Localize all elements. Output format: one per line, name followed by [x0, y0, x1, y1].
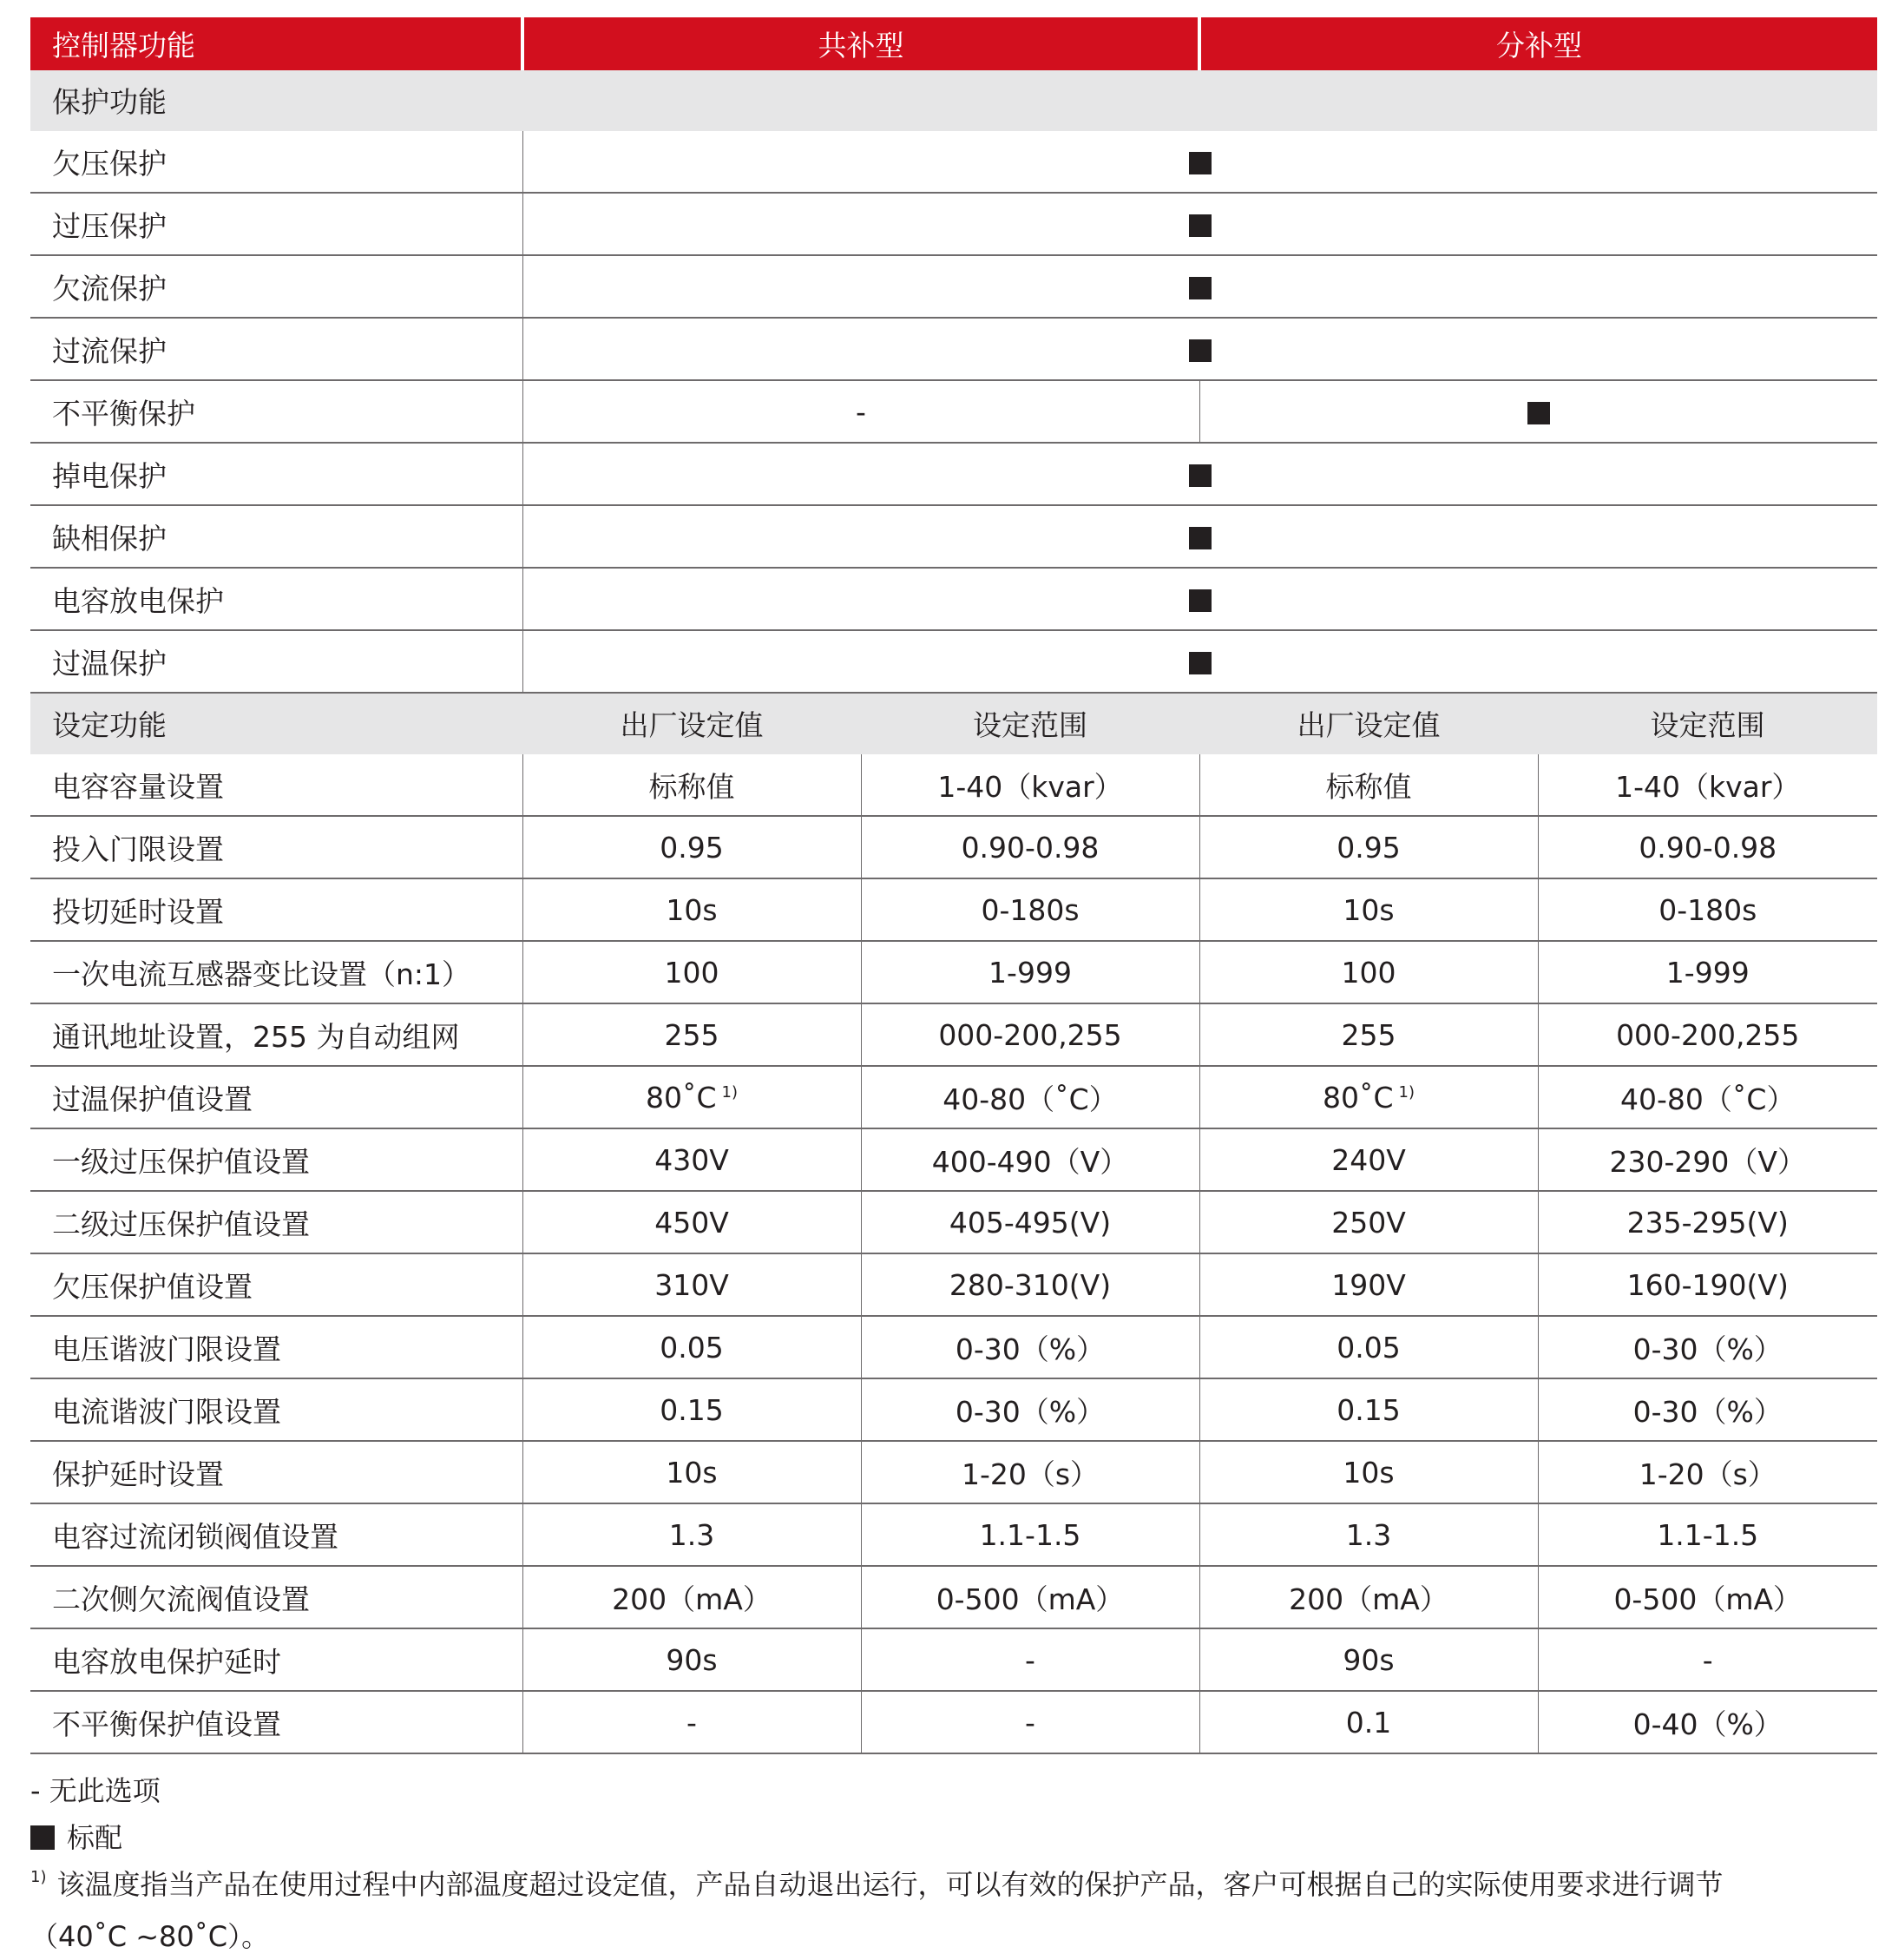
header-function: 控制器功能: [30, 17, 522, 70]
setting-name: 电压谐波门限设置: [30, 1316, 522, 1378]
footnote-mark: 1): [30, 1868, 47, 1886]
standard-square-icon: [1527, 402, 1550, 424]
protection-row: [30, 630, 1877, 693]
setting-s-default: [1199, 1253, 1538, 1316]
protection-row: [30, 193, 1877, 255]
setting-value: 1-20（s）: [961, 1457, 1100, 1491]
setting-s-default: [1199, 754, 1538, 817]
setting-c-default: [522, 1253, 861, 1316]
setting-name: 电流谐波门限设置: [30, 1378, 522, 1441]
setting-s-range: [1538, 1628, 1877, 1691]
protection-value-merged: [522, 318, 1877, 380]
setting-value: -: [1025, 1642, 1035, 1677]
settings-row: [30, 878, 1877, 941]
setting-c-default: [522, 1566, 861, 1628]
protection-row: [30, 443, 1877, 505]
setting-value: 10s: [1343, 1455, 1395, 1490]
setting-value: 200（mA）: [1289, 1582, 1448, 1616]
footnote-line-2: （40˚C ~80˚C）。: [30, 1920, 270, 1953]
protection-value-merged: [522, 505, 1877, 568]
protection-value-merged: [522, 568, 1877, 630]
setting-value: 0-30（%）: [955, 1332, 1106, 1366]
footnote-ref: 1): [1398, 1082, 1415, 1102]
settings-sub-header: 设定范围: [861, 693, 1199, 754]
setting-c-default: [522, 1316, 861, 1378]
setting-value: 10s: [666, 892, 718, 927]
setting-c-range: [861, 1378, 1199, 1441]
setting-s-range: [1538, 816, 1877, 878]
setting-value: 0-30（%）: [1632, 1332, 1783, 1366]
settings-row: [30, 1003, 1877, 1066]
setting-value: 310V: [654, 1267, 729, 1302]
protection-name: 掉电保护: [30, 443, 522, 505]
setting-name: 不平衡保护值设置: [30, 1691, 522, 1753]
setting-name: 保护延时设置: [30, 1441, 522, 1503]
settings-row: [30, 1566, 1877, 1628]
setting-c-default: [522, 754, 861, 817]
header-common-type: 共补型: [522, 17, 1199, 70]
setting-value: 190V: [1331, 1267, 1406, 1302]
setting-name: 电容过流闭锁阀值设置: [30, 1503, 522, 1566]
protection-name: 欠压保护: [30, 131, 522, 194]
setting-c-range: [861, 1003, 1199, 1066]
setting-value: 1.3: [668, 1517, 715, 1552]
setting-value: 0-180s: [981, 892, 1080, 927]
protection-value-merged: [522, 193, 1877, 255]
setting-name: 二次侧欠流阀值设置: [30, 1566, 522, 1628]
settings-row: [30, 1253, 1877, 1316]
setting-value: 0.05: [1337, 1330, 1401, 1365]
settings-row: [30, 1378, 1877, 1441]
protection-section-title: 保护功能: [30, 70, 522, 131]
setting-s-range: [1538, 1003, 1877, 1066]
setting-name: 通讯地址设置，255 为自动组网: [30, 1003, 522, 1066]
setting-value: 450V: [654, 1205, 729, 1240]
setting-value: 1.1-1.5: [1657, 1517, 1759, 1552]
header-split-type: 分补型: [1199, 17, 1877, 70]
setting-value: 10s: [666, 1455, 718, 1490]
setting-c-range: [861, 1066, 1199, 1128]
setting-value: 000-200,255: [1616, 1017, 1800, 1052]
setting-value: 0.95: [660, 830, 724, 865]
setting-value: 1-999: [988, 955, 1072, 990]
setting-s-default: [1199, 1066, 1538, 1128]
protection-name: 过温保护: [30, 630, 522, 693]
setting-value: 80˚C: [645, 1080, 717, 1115]
setting-c-default: [522, 1066, 861, 1128]
setting-c-default: [522, 1628, 861, 1691]
setting-c-range: [861, 878, 1199, 941]
standard-square-icon: [1189, 589, 1212, 612]
setting-value: 40-80（˚C）: [1620, 1082, 1796, 1116]
footnote-text: 该温度指当产品在使用过程中内部温度超过设定值，产品自动退出运行，可以有效的保护产品，客户可根据自己的实际使用要求进行调节: [56, 1868, 1724, 1901]
protection-row: [30, 318, 1877, 380]
setting-value: 0.1: [1345, 1705, 1392, 1740]
setting-s-range: [1538, 1066, 1877, 1128]
setting-s-default: [1199, 1191, 1538, 1253]
setting-s-default: [1199, 1691, 1538, 1753]
settings-sub-header: 出厂设定值: [1199, 693, 1538, 754]
protection-name: 过流保护: [30, 318, 522, 380]
setting-name: 欠压保护值设置: [30, 1253, 522, 1316]
setting-s-range: [1538, 1691, 1877, 1753]
setting-name: 投入门限设置: [30, 816, 522, 878]
setting-s-range: [1538, 754, 1877, 817]
setting-value: 80˚C: [1322, 1080, 1394, 1115]
table-header: [30, 17, 1877, 70]
setting-s-default: [1199, 1128, 1538, 1191]
setting-c-range: [861, 1628, 1199, 1691]
setting-name: 过温保护值设置: [30, 1066, 522, 1128]
standard-square-icon: [1189, 214, 1212, 237]
setting-value: 400-490（V）: [931, 1144, 1129, 1179]
setting-value: 0-500（mA）: [936, 1582, 1125, 1616]
protection-value-common: -: [522, 380, 1199, 443]
setting-value: 200（mA）: [612, 1582, 772, 1616]
notes: [30, 1767, 1724, 1960]
setting-value: 0-40（%）: [1632, 1707, 1783, 1741]
setting-value: 10s: [1343, 892, 1395, 927]
setting-c-default: [522, 878, 861, 941]
setting-c-range: [861, 1566, 1199, 1628]
protection-name: 欠流保护: [30, 255, 522, 318]
setting-value: 1.3: [1345, 1517, 1392, 1552]
protection-value-merged: [522, 131, 1877, 194]
square-icon: [30, 1825, 55, 1850]
setting-c-default: [522, 941, 861, 1003]
settings-row: [30, 941, 1877, 1003]
setting-c-range: [861, 1128, 1199, 1191]
protection-row: [30, 568, 1877, 630]
setting-value: 0.90-0.98: [961, 830, 1100, 865]
setting-value: 1-20（s）: [1639, 1457, 1777, 1491]
setting-c-default: [522, 816, 861, 878]
setting-s-default: [1199, 1503, 1538, 1566]
setting-s-default: [1199, 1003, 1538, 1066]
setting-value: 1-40（kvar）: [1615, 769, 1801, 804]
setting-value: 90s: [1343, 1642, 1395, 1677]
settings-row: [30, 1628, 1877, 1691]
setting-value: 235-295(V): [1626, 1205, 1789, 1240]
settings-row: [30, 1441, 1877, 1503]
setting-value: 90s: [666, 1642, 718, 1677]
protection-value-merged: [522, 255, 1877, 318]
standard-square-icon: [1189, 652, 1212, 674]
setting-value: 0.90-0.98: [1639, 830, 1777, 865]
setting-value: 100: [1341, 955, 1396, 990]
setting-value: 标称值: [648, 769, 735, 804]
setting-c-default: [522, 1003, 861, 1066]
standard-square-icon: [1189, 277, 1212, 299]
setting-name: 一级过压保护值设置: [30, 1128, 522, 1191]
setting-s-range: [1538, 941, 1877, 1003]
setting-c-range: [861, 1441, 1199, 1503]
setting-name: 电容放电保护延时: [30, 1628, 522, 1691]
setting-value: 0.05: [660, 1330, 724, 1365]
settings-row: [30, 1316, 1877, 1378]
protection-row: [30, 131, 1877, 194]
setting-c-range: [861, 1253, 1199, 1316]
standard-square-icon: [1189, 464, 1212, 487]
setting-s-range: [1538, 1503, 1877, 1566]
protection-section-header: [30, 70, 1877, 131]
settings-section-title: 设定功能: [30, 693, 522, 754]
settings-row: [30, 1691, 1877, 1753]
setting-s-default: [1199, 1628, 1538, 1691]
setting-c-default: [522, 1128, 861, 1191]
protection-value-merged: [522, 443, 1877, 505]
settings-row: [30, 1503, 1877, 1566]
setting-s-default: [1199, 1316, 1538, 1378]
setting-c-default: [522, 1378, 861, 1441]
settings-row: [30, 1191, 1877, 1253]
setting-c-range: [861, 1691, 1199, 1753]
protection-row: [30, 380, 1877, 443]
setting-s-default: [1199, 878, 1538, 941]
standard-square-icon: [1189, 339, 1212, 362]
setting-s-default: [1199, 941, 1538, 1003]
setting-value: 255: [664, 1017, 719, 1052]
setting-value: 0-500（mA）: [1613, 1582, 1803, 1616]
setting-c-default: [522, 1191, 861, 1253]
setting-c-range: [861, 816, 1199, 878]
setting-s-range: [1538, 1253, 1877, 1316]
setting-value: 0.95: [1337, 830, 1401, 865]
setting-value: -: [1702, 1642, 1713, 1677]
setting-value: 0.15: [1337, 1392, 1401, 1427]
setting-c-range: [861, 1191, 1199, 1253]
footnote-line-1: [30, 1861, 1724, 1913]
setting-value: 0-180s: [1658, 892, 1757, 927]
settings-row: [30, 1066, 1877, 1128]
protection-name: 不平衡保护: [30, 380, 522, 443]
settings-row: [30, 754, 1877, 817]
setting-c-default: [522, 1441, 861, 1503]
settings-row: [30, 1128, 1877, 1191]
setting-c-default: [522, 1503, 861, 1566]
setting-value: 0-30（%）: [1632, 1394, 1783, 1429]
setting-s-default: [1199, 816, 1538, 878]
setting-c-range: [861, 941, 1199, 1003]
setting-value: 1.1-1.5: [979, 1517, 1081, 1552]
setting-value: 405-495(V): [949, 1205, 1112, 1240]
protection-name: 缺相保护: [30, 505, 522, 568]
standard-square-icon: [1189, 527, 1212, 549]
setting-value: 430V: [654, 1142, 729, 1177]
protection-value-split: [1199, 380, 1877, 443]
setting-c-default: [522, 1691, 861, 1753]
square-legend-text: 标配: [67, 1821, 123, 1854]
setting-s-range: [1538, 1378, 1877, 1441]
setting-value: 1-40（kvar）: [937, 769, 1123, 804]
standard-square-icon: [1189, 152, 1212, 174]
controller-function-table: [30, 17, 1877, 1754]
setting-name: 一次电流互感器变比设置（n:1）: [30, 941, 522, 1003]
setting-value: 0.15: [660, 1392, 724, 1427]
setting-s-range: [1538, 1191, 1877, 1253]
setting-s-default: [1199, 1566, 1538, 1628]
setting-value: -: [686, 1705, 697, 1740]
setting-name: 投切延时设置: [30, 878, 522, 941]
settings-section-header: [30, 693, 1877, 754]
setting-name: 电容容量设置: [30, 754, 522, 817]
square-legend-line: [30, 1814, 1724, 1861]
setting-value: 000-200,255: [938, 1017, 1122, 1052]
protection-row: [30, 505, 1877, 568]
protection-name: 过压保护: [30, 193, 522, 255]
setting-value: 标称值: [1325, 769, 1412, 804]
setting-s-default: [1199, 1441, 1538, 1503]
setting-value: 1-999: [1665, 955, 1750, 990]
settings-row: [30, 816, 1877, 878]
setting-c-range: [861, 1316, 1199, 1378]
footnote-ref: 1): [721, 1082, 739, 1102]
setting-value: 160-190(V): [1626, 1267, 1789, 1302]
setting-c-range: [861, 754, 1199, 817]
protection-value-merged: [522, 630, 1877, 693]
settings-sub-header: 设定范围: [1538, 693, 1877, 754]
setting-s-range: [1538, 1566, 1877, 1628]
protection-name: 电容放电保护: [30, 568, 522, 630]
setting-value: 250V: [1331, 1205, 1406, 1240]
setting-name: 二级过压保护值设置: [30, 1191, 522, 1253]
setting-value: -: [1025, 1705, 1035, 1740]
setting-value: 255: [1341, 1017, 1396, 1052]
setting-value: 240V: [1331, 1142, 1406, 1177]
setting-s-range: [1538, 1441, 1877, 1503]
setting-value: 40-80（˚C）: [942, 1082, 1118, 1116]
setting-s-default: [1199, 1378, 1538, 1441]
setting-c-range: [861, 1503, 1199, 1566]
protection-row: [30, 255, 1877, 318]
setting-value: 280-310(V): [949, 1267, 1112, 1302]
setting-value: 0-30（%）: [955, 1394, 1106, 1429]
setting-value: 230-290（V）: [1609, 1144, 1806, 1179]
setting-value: 100: [664, 955, 719, 990]
setting-s-range: [1538, 878, 1877, 941]
setting-s-range: [1538, 1128, 1877, 1191]
settings-sub-header: 出厂设定值: [522, 693, 861, 754]
dash-legend: - 无此选项: [30, 1774, 161, 1807]
setting-s-range: [1538, 1316, 1877, 1378]
